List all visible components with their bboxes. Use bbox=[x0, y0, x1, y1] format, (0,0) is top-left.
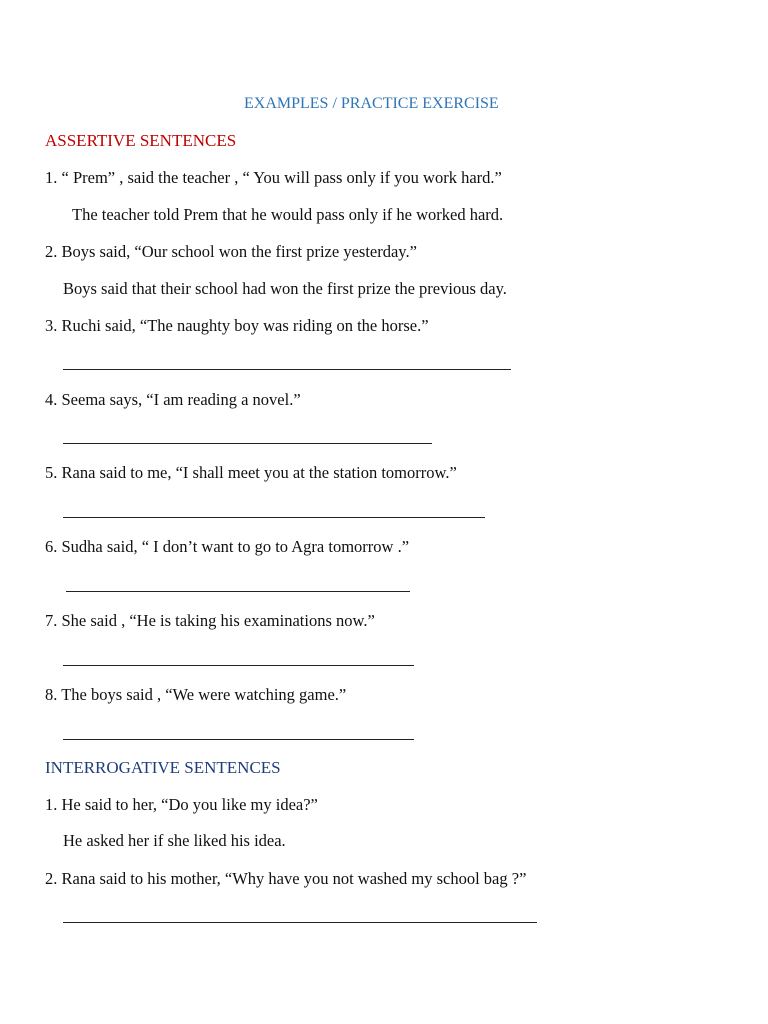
assertive-heading: ASSERTIVE SENTENCES bbox=[45, 131, 237, 150]
answer-blank-3[interactable] bbox=[63, 369, 511, 370]
assertive-answer-1: The teacher told Prem that he would pass only if he worked hard. bbox=[72, 205, 504, 224]
assertive-answer-2: Boys said that their school had won the first prize the previous day. bbox=[63, 279, 507, 298]
assertive-question-5: 5. Rana said to me, “I shall meet you at the station tomorrow.” bbox=[45, 463, 457, 482]
answer-blank-6[interactable] bbox=[66, 591, 410, 592]
assertive-question-7: 7. She said , “He is taking his examinations now.” bbox=[45, 611, 375, 630]
interrogative-answer-blank-2[interactable] bbox=[63, 922, 537, 923]
assertive-question-4: 4. Seema says, “I am reading a novel.” bbox=[45, 390, 301, 409]
interrogative-heading: INTERROGATIVE SENTENCES bbox=[45, 758, 281, 777]
answer-blank-8[interactable] bbox=[63, 739, 414, 740]
interrogative-question-2: 2. Rana said to his mother, “Why have you not washed my school bag ?” bbox=[45, 869, 527, 888]
interrogative-question-1: 1. He said to her, “Do you like my idea?” bbox=[45, 795, 318, 814]
answer-blank-5[interactable] bbox=[63, 517, 485, 518]
assertive-question-8: 8. The boys said , “We were watching game.” bbox=[45, 685, 347, 704]
assertive-question-6: 6. Sudha said, “ I don’t want to go to Agra tomorrow .” bbox=[45, 537, 410, 556]
answer-blank-7[interactable] bbox=[63, 665, 414, 666]
interrogative-answer-1: He asked her if she liked his idea. bbox=[63, 831, 286, 850]
assertive-question-1: 1. “ Prem” , said the teacher , “ You will pass only if you work hard.” bbox=[45, 168, 502, 187]
page-title: EXAMPLES / PRACTICE EXERCISE bbox=[244, 95, 499, 112]
assertive-question-3: 3. Ruchi said, “The naughty boy was riding on the horse.” bbox=[45, 316, 429, 335]
assertive-question-2: 2. Boys said, “Our school won the first prize yesterday.” bbox=[45, 242, 417, 261]
answer-blank-4[interactable] bbox=[63, 443, 432, 444]
